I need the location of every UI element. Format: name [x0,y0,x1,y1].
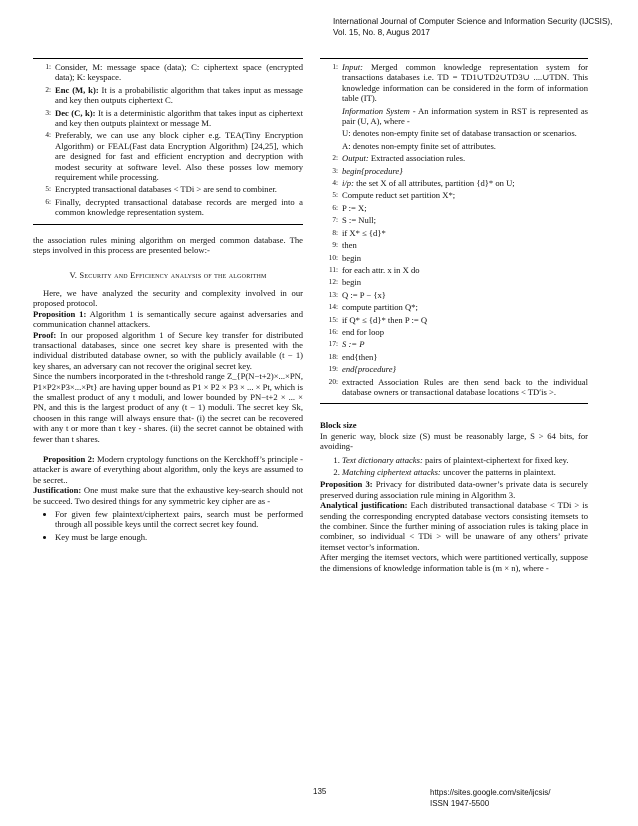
justification-text: Each distributed transactional database < TDi > is sending the corresponding encrypted database vectors consisting itemsets to the combiner. Since the further mining of association rules is taking place in combiner, so individual < TDi > will be unaware of any others’ private itemset vector’s information. [320,500,588,552]
analysis-paragraph: Here, we have analyzed the security and complexity involved in our proposed protocol. [33,287,303,309]
line-text: begin [342,277,362,288]
proposition-text: Algorithm 1 is semantically secure against adversaries and communication channel attackers. [33,308,304,330]
intro-paragraph: the association rules mining algorithm on merged common database. The steps involved in this process are presented below:- [33,234,303,256]
algo-line [320,106,588,127]
line-desc: the set X of all attributes, partition {d}* on U; [353,178,515,189]
left-column [33,58,303,544]
footer-issn: ISSN 1947-5500 [430,799,490,808]
algo-line [320,153,588,163]
list-item: • Key must be large enough. [55,532,303,542]
list-item [342,455,588,465]
line-number: 8: [332,227,338,237]
algo-line [320,327,588,337]
justification-label: Analytical justification: [320,500,408,511]
proposition-label: Proposition 3: [320,479,373,490]
algo-line [33,197,303,218]
line-text: Compute reduct set partition X*; [342,190,456,201]
line-text: Finally, decrypted transactional database records are merged into a common knowledge representation system. [55,196,303,218]
requirements-list [33,509,303,542]
algo-line [320,265,588,275]
line-text: if Q* ≤ {d}* then P := Q [342,314,428,325]
line-number: 14: [328,302,338,312]
algo-line [320,141,588,151]
line-text: A: denotes non-empty finite set of attributes. [342,140,496,151]
algo-line [320,240,588,250]
block-size-paragraph: In generic way, block size (S) must be reasonably large, S > 64 bits, for avoiding- [320,430,588,452]
line-text: Consider, M: message space (data); C: ciphertext space (encrypted data); K: keyspace. [55,62,303,83]
line-number: 12: [328,277,338,287]
proof-label: Proof: [33,329,57,340]
algo-line [320,302,588,312]
page-number: 135 [313,787,327,796]
line-text: S := P [342,339,365,350]
line-text: end{then} [342,351,378,362]
line-number: 7: [332,215,338,225]
line-text: end for loop [342,326,385,337]
algo-line [320,364,588,374]
line-text: Encrypted transactional databases < TDi > are send to combiner. [55,184,277,195]
line-number: 2: [332,153,338,163]
attack-desc: uncover the patterns in plaintext. [440,467,556,477]
line-number: 3: [45,107,51,117]
line-desc: It is a deterministic algorithm that takes input as ciphertext and key then outputs plaintext or message M. [55,107,303,129]
right-column [320,58,588,573]
line-number: 6: [332,202,338,212]
footer-info [430,787,551,809]
proposition-label: Proposition 1: [33,308,87,319]
line-number: 4: [45,130,51,140]
line-text: end{procedure} [342,364,396,375]
line-desc: It is a probabilistic algorithm that takes input as message and key then outputs ciphertext C. [55,84,303,106]
algo-line [320,228,588,238]
list-item [342,467,588,477]
line-text: for each attr. x in X do [342,264,420,275]
algo-line [320,128,588,138]
line-desc: - An information system in RST is represented as pair (U, A), where - [342,105,588,127]
line-number: 5: [45,184,51,194]
section-heading: V. Security and Efficiency analysis of the algorithm [69,269,267,280]
line-number: 1: [45,62,51,71]
justification-label: Justification: [33,485,82,496]
algo-line [320,339,588,349]
journal-name: International Journal of Computer Science and Information Security (IJCSIS), [333,17,613,26]
line-text [342,153,588,163]
line-number: 11: [328,264,338,274]
line-number: 13: [328,289,338,299]
algo-line [320,290,588,300]
line-number: 1: [332,62,338,71]
line-number: 18: [328,351,338,361]
line-number: 2: [45,84,51,94]
heading-text: Block size [320,420,357,431]
line-term: Enc (M, k): [55,84,99,95]
proposition-3 [320,479,588,500]
line-desc: Merged common knowledge representation system for transactions databases i.e. TD = TD1∪TD2∪TD3∪ ....∪TDN. This knowledge information can be considered in the form of information table (IT). [342,62,588,104]
proof-paragraph [33,330,303,372]
line-number: 10: [328,252,338,262]
line-text: compute partition Q*; [342,302,418,313]
line-number: 5: [332,190,338,200]
line-text: U: denotes non-empty finite set of database transaction or scenarios. [342,128,577,139]
line-term: Output: [342,153,369,164]
algorithm-1-body [33,59,303,224]
line-text: S := Null; [342,215,376,226]
proposition-1 [33,309,303,330]
algo-line [320,377,588,398]
algo-line [320,190,588,200]
line-term: Input: [342,62,364,72]
attack-list [320,455,588,478]
algo-line [320,215,588,225]
algo-line [320,253,588,263]
line-term: Dec (C, k): [55,107,96,118]
line-text: extracted Association Rules are then send back to the individual database owners or transactional database locations < TD′is >. [342,376,588,397]
algo-line [320,277,588,287]
algorithm-3-body [320,59,588,403]
line-number: 4: [332,178,338,188]
line-desc: Extracted association rules. [368,153,466,164]
algo-line [33,85,303,106]
proposition-text: Modern cryptology functions on the Kerckhoff’s principle - attacker is aware of everything about algorithm, only the keys are assumed to be secret.. [33,454,303,485]
merging-paragraph: After merging the itemset vectors, which were partitioned vertically, suppose the dimensions of knowledge information table is (m × n), where - [320,552,588,573]
line-text: if X* ≤ {d}* [342,227,386,238]
attack-desc: pairs of plaintext-ciphertext for fixed key. [422,454,569,465]
line-number: 6: [45,196,51,206]
line-number: 15: [328,314,338,324]
attack-term: Matching ciphertext attacks: [342,467,441,477]
proof-text: In our proposed algorithm 1 of Secure key transfer for distributed transactional databases, since one secret key share is presented with the individual distributed database owner, so with the publicly available (t − 1) key shares, an adversary can not recover the original secret key. [33,329,303,371]
algo-line [320,315,588,325]
running-header [333,16,623,38]
line-text: then [342,240,357,251]
line-number: 17: [328,339,338,349]
algo-line [320,178,588,188]
algo-line [320,352,588,362]
attack-term: Text dictionary attacks: [342,454,423,465]
threshold-paragraph: Since the numbers incorporated in the t-threshold range Z_{P(N−t+2)×...×PN, P1×P2×P3×...×Pt} are having upper bound as P1 × P2 × P3 × ... × Pt, which is the smallest product of any t moduli, and lower bounded by PN−t+2 × ... × PN, and this is the largest product of any (t − 1) moduli. The secret key Sk, choosen in this range will always ensure that- (i) the secret can be recovered with any t or more than t key - shares. (ii) the secret cannot be obtained with fewer than t shares. [33,371,303,444]
line-text [55,85,303,106]
line-number: 20: [328,376,338,386]
line-term: Information System [342,105,410,116]
proposition-label: Proposition 2: [43,454,95,464]
line-text: begin [342,252,362,263]
line-number: 19: [328,364,338,374]
line-text: begin{procedure} [342,165,403,176]
justification-text: One must make sure that the exhaustive key-search should not be succeed. Two desired things for any symmetric key cipher are as - [33,485,303,506]
algo-line [320,62,588,104]
line-term: i/p: [342,178,354,189]
algo-line [33,130,303,182]
list-item: • For given few plaintext/ciphertext pairs, search must be performed through all possible keys until the correct secret key found. [55,509,303,530]
line-text [342,178,588,188]
analytical-justification [320,500,588,552]
algo-line [320,203,588,213]
journal-volume: Vol. 15, No. 8, Augus 2017 [333,28,430,37]
proposition-2 [33,454,303,485]
line-number: 9: [332,240,338,250]
algo-line [33,108,303,129]
algo-line [320,166,588,176]
line-text [55,108,303,129]
line-text: Preferably, we can use any block cipher e.g. TEA(Tiny Encryption Algorithm) or FEAL(Fast data Encryption Algorithm) [24,25], which are designed for fast and efficient encryption and decryption with modest security at software level. Also these posses low memory requirement while processing. [55,130,303,183]
line-text: P := X; [342,202,367,213]
block-size-heading [320,420,588,430]
line-number: 3: [332,165,338,175]
justification-paragraph [33,485,303,506]
proposition-text: Privacy for distributed data-owner’s private data is securely preserved during association rule mining in Algorithm 3. [320,479,588,500]
footer-url: https://sites.google.com/site/ijcsis/ [430,788,551,797]
line-text: Q := P − {x} [342,289,386,300]
line-text [342,106,588,127]
algo-line [33,62,303,83]
line-text [342,62,588,104]
line-number: 16: [328,326,338,336]
algo-line [33,184,303,194]
